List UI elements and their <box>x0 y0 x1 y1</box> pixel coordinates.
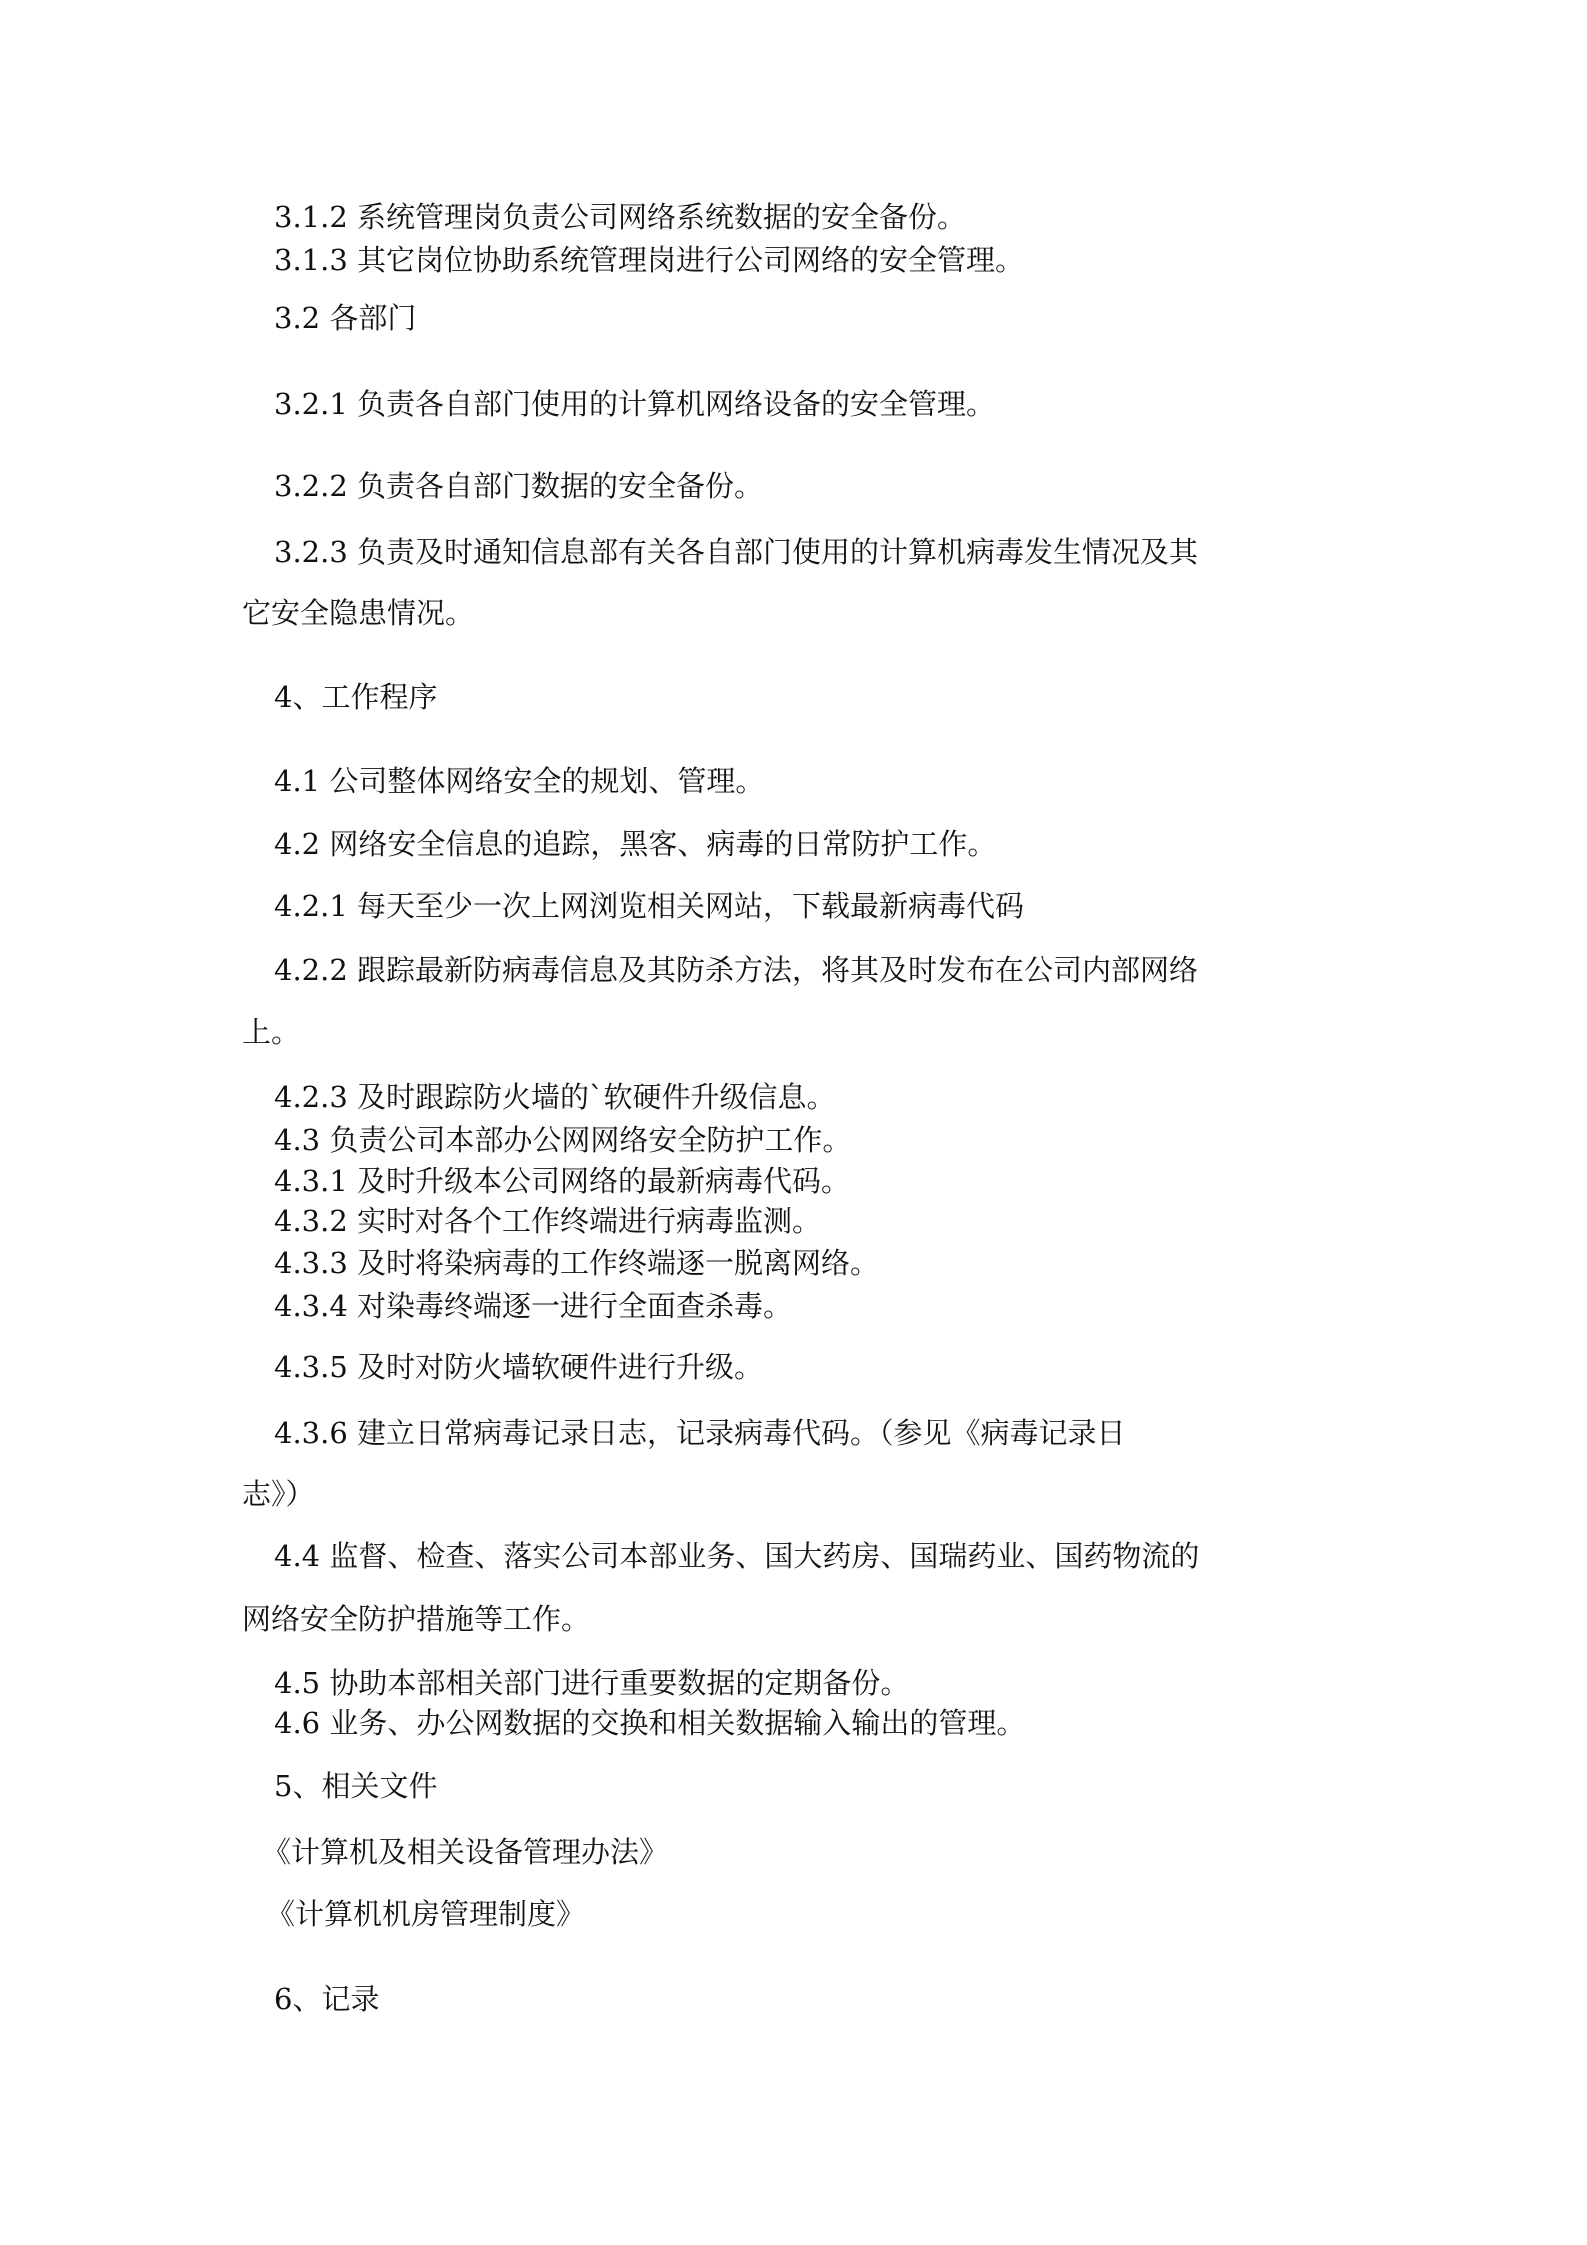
heading-3-2: 3.2 各部门 <box>274 301 417 335</box>
paragraph-4-5: 4.5 协助本部相关部门进行重要数据的定期备份。 <box>274 1666 910 1700</box>
paragraph-4-3-2: 4.3.2 实时对各个工作终端进行病毒监测。 <box>274 1204 822 1238</box>
paragraph-3-2-3: 3.2.3 负责及时通知信息部有关各自部门使用的计算机病毒发生情况及其 <box>274 535 1199 569</box>
paragraph-3-2-1: 3.2.1 负责各自部门使用的计算机网络设备的安全管理。 <box>274 387 996 421</box>
paragraph-4-3: 4.3 负责公司本部办公网网络安全防护工作。 <box>274 1123 852 1157</box>
paragraph-3-1-3: 3.1.3 其它岗位协助系统管理岗进行公司网络的安全管理。 <box>274 243 1025 277</box>
paragraph-4-3-6: 4.3.6 建立日常病毒记录日志，记录病毒代码。（参见《病毒记录日 <box>274 1416 1126 1450</box>
paragraph-4-4-cont: 网络安全防护措施等工作。 <box>242 1602 591 1636</box>
paragraph-3-1-2: 3.1.2 系统管理岗负责公司网络系统数据的安全备份。 <box>274 200 967 234</box>
paragraph-3-2-3-cont: 它安全隐患情况。 <box>242 596 475 630</box>
paragraph-4-3-4: 4.3.4 对染毒终端逐一进行全面查杀毒。 <box>274 1289 793 1323</box>
paragraph-4-2-1: 4.2.1 每天至少一次上网浏览相关网站，下载最新病毒代码 <box>274 889 1025 923</box>
paragraph-4-4: 4.4 监督、检查、落实公司本部业务、国大药房、国瑞药业、国药物流的 <box>274 1539 1200 1573</box>
paragraph-4-3-1: 4.3.1 及时升级本公司网络的最新病毒代码。 <box>274 1164 851 1198</box>
paragraph-3-2-2: 3.2.2 负责各自部门数据的安全备份。 <box>274 469 764 503</box>
paragraph-4-1: 4.1 公司整体网络安全的规划、管理。 <box>274 764 765 798</box>
paragraph-4-3-3: 4.3.3 及时将染病毒的工作终端逐一脱离网络。 <box>274 1246 880 1280</box>
related-document-2: 《计算机机房管理制度》 <box>266 1897 586 1931</box>
paragraph-4-2-3: 4.2.3 及时跟踪防火墙的`软硬件升级信息。 <box>274 1080 836 1114</box>
heading-6: 6、记录 <box>274 1982 380 2016</box>
heading-4: 4、工作程序 <box>274 680 438 714</box>
heading-5: 5、相关文件 <box>274 1769 438 1803</box>
related-document-1: 《计算机及相关设备管理办法》 <box>262 1835 669 1869</box>
paragraph-4-2-2-cont: 上。 <box>242 1015 301 1049</box>
paragraph-4-6: 4.6 业务、办公网数据的交换和相关数据输入输出的管理。 <box>274 1706 1026 1740</box>
paragraph-4-3-5: 4.3.5 及时对防火墙软硬件进行升级。 <box>274 1350 764 1384</box>
paragraph-4-2: 4.2 网络安全信息的追踪，黑客、病毒的日常防护工作。 <box>274 827 997 861</box>
paragraph-4-2-2: 4.2.2 跟踪最新防病毒信息及其防杀方法，将其及时发布在公司内部网络 <box>274 953 1199 987</box>
paragraph-4-3-6-cont: 志》） <box>242 1477 315 1511</box>
